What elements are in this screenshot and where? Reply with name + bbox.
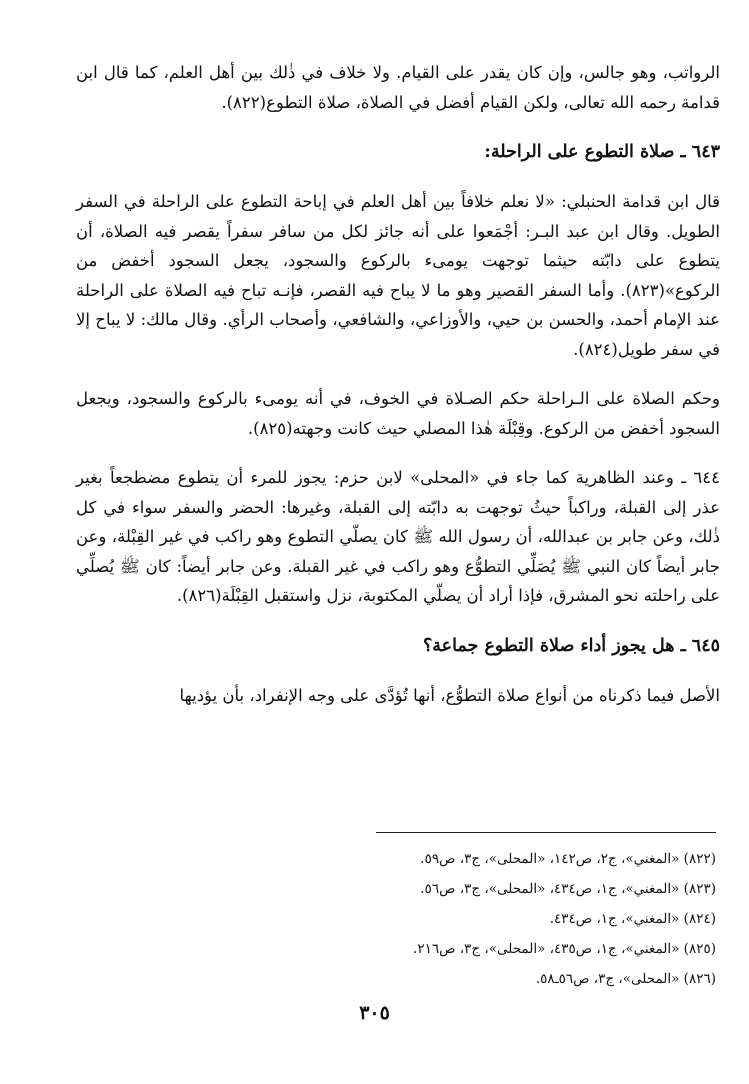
footnote-824: (٨٢٤) «المغني»، ج١، ص٤٣٤. bbox=[549, 911, 716, 927]
footnote-823: (٨٢٣) «المغني»، ج١، ص٤٣٤، «المحلى»، ج٣، ص٥٦. bbox=[420, 881, 716, 897]
section-heading-643: ٦٤٣ ـ صلاة التطوع على الراحلة: bbox=[484, 142, 720, 162]
footnote-822: (٨٢٢) «المغني»، ج٢، ص١٤٢، «المحلى»، ج٣، ص٥٩. bbox=[420, 851, 716, 867]
section-heading-645: ٦٤٥ ـ هل يجوز أداء صلاة التطوع جماعة؟ bbox=[422, 635, 720, 656]
paragraph-1: الرواتب، وهو جالس، وإن كان يقدر على القيام. ولا خلاف في ذٰلك بين أهل العلم، كما قال ابن قدامة رحمه الله تعالى، ولكن القيام أفضل في الصلاة، صلاة التطوع(٨٢٢). bbox=[76, 63, 720, 112]
page-number: ٣٠٥ bbox=[359, 1002, 390, 1024]
paragraph-644: ٦٤٤ ـ وعند الظاهرية كما جاء في «المحلى» لابن حزم: يجوز للمرء أن يتطوع مضطجعاً بغير عذر إلى القبلة، وراكباً حيثُ توجهت به دابّته إلى القبلة، وغيرها: الحضر والسفر سواء في كل ذٰلك، وعن جابر بن عبدالله، أن رسول الله ﷺ كان يصلّي التطوع وهو راكب في غير القِبْلة، وعن جابر أيضاً كان النبي ﷺ يُصَلِّي التطوُّع وهو راكب في غير القبلة. وعن جابر أيضاً: كان ﷺ يُصلِّي على راحلته نحو المشرق، فإذا أراد أن يصلّي المكتوبة، نزل واستقبل القِبْلَة(٨٢٦). bbox=[76, 468, 720, 605]
paragraph-2: قال ابن قدامة الحنبلي: «لا نعلم خلافاً بين أهل العلم في إباحة التطوع على الراحلة في السفر الطويل. وقال ابن عبد البـر: أجْمَعوا على أنه جائز لكل من سافر سفراً يقصر فيه الصلاة، أن يتطوع على دابّته حيثما توجهت يومىء بالركوع والسجود، يجعل السجود أخفض من الركوع»(٨٢٣). وأما السفر القصير وهو ما لا يباح فيه القصر، فإنـه تباح فيه الصلاة على الراحلة عند الإمام أحمد، والحسن بن حيي، والأوزاعي، والشافعي، وأصحاب الرأي. وقال مالك: لا يباح إلا في سفر طويل(٨٢٤). bbox=[76, 192, 720, 359]
footnote-825: (٨٢٥) «المغني»، ج١، ص٤٣٥، «المحلى»، ج٣، ص٢١٦. bbox=[413, 941, 716, 957]
paragraph-5: الأصل فيما ذكرناه من أنواع صلاة التطوُّع، أنها تُؤدَّى على وجه الإنفراد، بأن يؤديها bbox=[179, 685, 720, 705]
main-text bbox=[76, 58, 720, 730]
footnote-divider bbox=[376, 832, 716, 833]
footnotes bbox=[76, 844, 716, 994]
footnote-826: (٨٢٦) «المحلى»، ج٣، ص٥٦ـ٥٨. bbox=[535, 971, 716, 987]
paragraph-3: وحكم الصلاة على الـراحلة حكم الصـلاة في الخوف، في أنه يومىء بالركوع والسجود، ويجعل السجود أخفض من الركوع. وقِبْلَة هٰذا المصلي حيث كانت وجهته(٨٢٥). bbox=[76, 389, 720, 438]
